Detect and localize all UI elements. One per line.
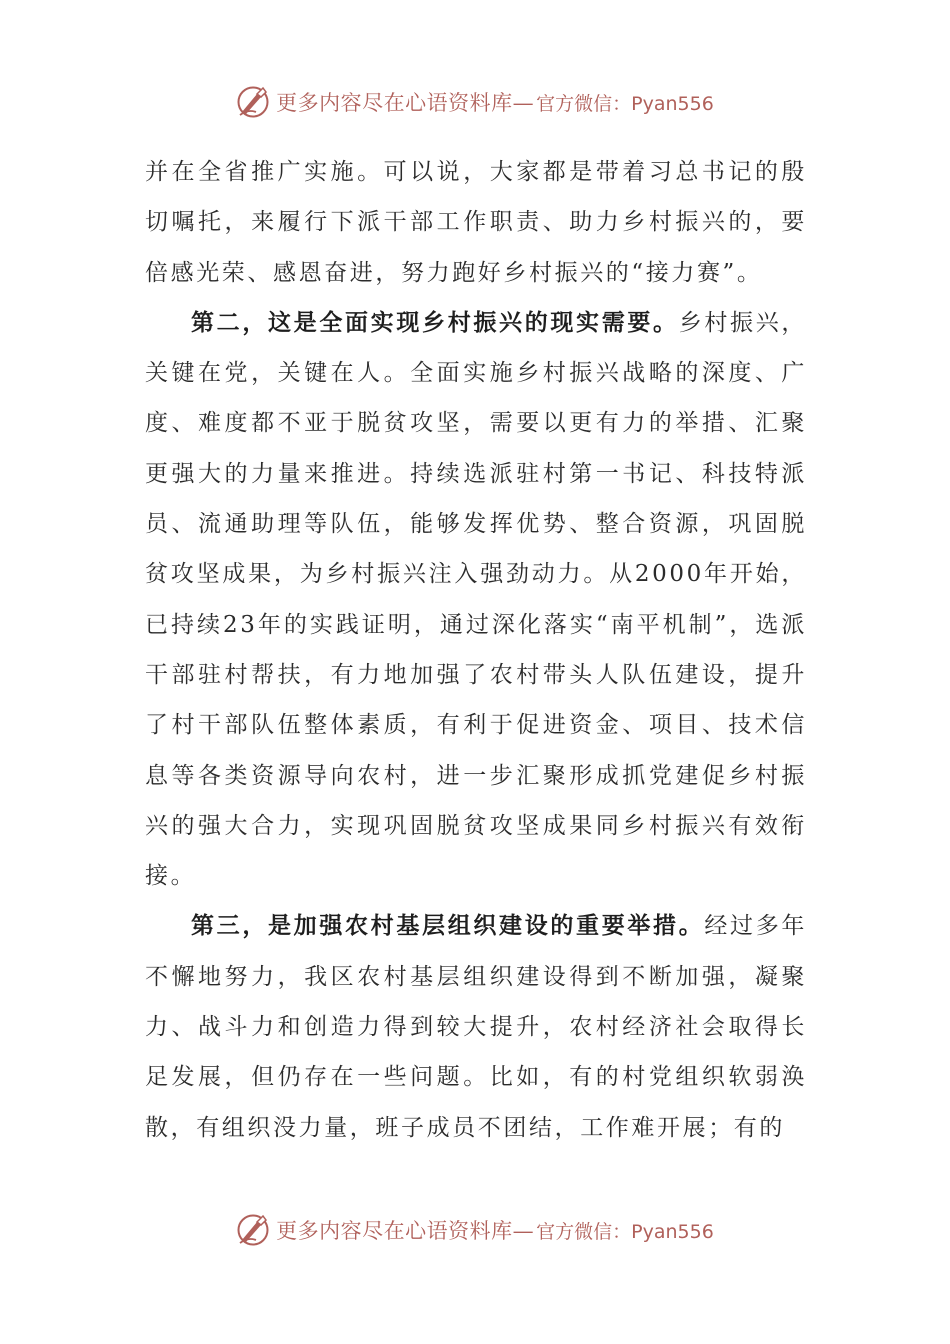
paragraph-1-text: 并在全省推广实施。可以说，大家都是带着习总书记的殷切嘱托，来履行下派干部工作职责、助力乡村振兴的，要倍感光荣、感恩奋进，努力跑好乡村振兴的“接力赛”。 xyxy=(145,159,807,286)
pen-logo-icon xyxy=(236,85,270,119)
pen-logo-icon xyxy=(236,1213,270,1247)
paragraph-2-text: 乡村振兴，关键在党，关键在人。全面实施乡村振兴战略的深度、广度、难度都不亚于脱贫攻坚，需要以更有力的举措、汇聚更强大的力量来推进。持续选派驻村第一书记、科技特派员、流通助理等队伍，能够发挥优势、整合资源，巩固脱贫攻坚成果，为乡村振兴注入强劲动力。从2000年开始，已持续23年的实践证明，通过深化落实“南平机制”，选派干部驻村帮扶，有力地加强了农村带头人队伍建设，提升了村干部队伍整体素质，有利于促进资金、项目、技术信息等各类资源导向农村，进一步汇聚形成抓党建促乡村振兴的强大合力，实现巩固脱贫攻坚成果同乡村振兴有效衔接。 xyxy=(145,309,807,890)
footer-banner xyxy=(0,1210,950,1250)
paragraph-3-text: 经过多年不懈地努力，我区农村基层组织建设得到不断加强，凝聚力、战斗力和创造力得到较大提升，农村经济社会取得长足发展，但仍存在一些问题。比如，有的村党组织软弱涣散，有组织没力量，班子成员不团结，工作难开展；有的 xyxy=(145,913,807,1141)
paragraph-2-heading: 第二，这是全面实现乡村振兴的现实需要。 xyxy=(191,308,679,336)
footer-site-text: 更多内容尽在心语资料库— xyxy=(276,1219,535,1243)
header-banner xyxy=(0,82,950,122)
header-site-text: 更多内容尽在心语资料库— xyxy=(276,91,535,115)
paragraph-continuation xyxy=(145,147,807,298)
header-wechat-text: 官方微信：Pyan556 xyxy=(536,92,714,115)
document-body xyxy=(145,147,807,1153)
footer-wechat-text: 官方微信：Pyan556 xyxy=(536,1220,714,1243)
paragraph-third xyxy=(145,901,807,1152)
paragraph-second xyxy=(145,298,807,902)
paragraph-3-heading: 第三，是加强农村基层组织建设的重要举措。 xyxy=(191,912,705,940)
